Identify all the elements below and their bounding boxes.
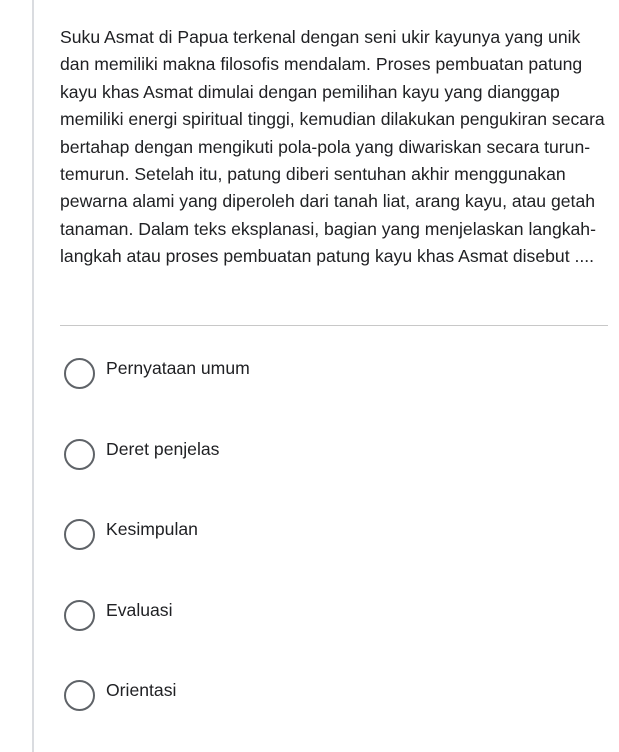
option-pernyataan-umum[interactable] xyxy=(64,352,584,433)
option-deret-penjelas[interactable] xyxy=(64,433,584,514)
option-evaluasi[interactable] xyxy=(64,594,584,675)
radio-button[interactable] xyxy=(64,600,95,631)
option-label: Pernyataan umum xyxy=(106,358,250,378)
option-orientasi[interactable] xyxy=(64,674,584,752)
option-label: Deret penjelas xyxy=(106,438,220,459)
radio-button[interactable] xyxy=(64,519,95,550)
answer-options xyxy=(64,352,584,752)
option-label: Evaluasi xyxy=(106,599,173,620)
option-label: Kesimpulan xyxy=(106,519,198,539)
radio-button[interactable] xyxy=(64,358,95,389)
left-border-line xyxy=(32,0,34,752)
question-text: Suku Asmat di Papua terkenal dengan seni ukir kayunya yang unik dan memiliki makna filosofis mendalam. Proses pembuatan patung kayu khas Asmat dimulai dengan pemilihan kayu yang dianggap memiliki energi spiritual tinggi, kemudian dilakukan pengukiran secara bertahap dengan mengikuti pola-pola yang diwariskan secara turun-temurun. Setelah itu, patung diberi sentuhan akhir menggunakan pewarna alami yang diperoleh dari tanah liat, arang kayu, atau getah tanaman. Dalam teks eksplanasi, bagian yang menjelaskan langkah-langkah atau proses pembuatan patung kayu khas Asmat disebut .... xyxy=(60,27,605,267)
option-kesimpulan[interactable] xyxy=(64,513,584,594)
radio-button[interactable] xyxy=(64,680,95,711)
radio-button[interactable] xyxy=(64,439,95,470)
option-label: Orientasi xyxy=(106,680,177,700)
divider xyxy=(60,325,608,326)
